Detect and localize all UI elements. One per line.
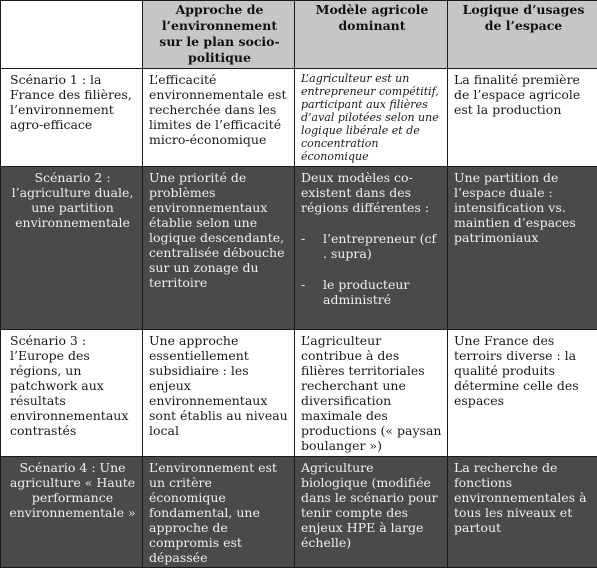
- table-row-scenario-4: [1, 457, 597, 568]
- logique-cell: Une France des terroirs diverse : la qualité produits détermine celle des espaces: [448, 330, 597, 457]
- scenario-label: Scénario 3 : l’Europe des régions, un patchwork aux résultats environnementaux contrastés: [1, 330, 143, 457]
- table-row-scenario-2: [1, 167, 597, 330]
- header-empty-cell: [1, 1, 143, 69]
- list-item-text: le producteur administré: [323, 277, 443, 307]
- header-row: [1, 1, 597, 69]
- list-item-text: l’entrepreneur (cf . supra): [323, 231, 443, 261]
- approche-cell: L’environnement est un critère économique fondamental, une approche de compromis est dépassée: [143, 457, 295, 568]
- logique-cell: La finalité première de l’espace agricole est la production: [448, 69, 597, 167]
- header-logique: Logique d’usages de l’espace: [448, 1, 597, 69]
- table-row-scenario-3: [1, 330, 597, 457]
- approche-cell: Une priorité de problèmes environnementaux établie selon une logique descendante, centralisée débouche sur un zonage du territoire: [143, 167, 295, 330]
- scenario-label: Scénario 2 : l’agriculture duale, une partition environnementale: [1, 167, 143, 330]
- modele-cell: [295, 167, 448, 330]
- list-dash: -: [301, 277, 323, 307]
- modele-cell: L’agriculteur contribue à des filières territoriales recherchant une diversification maximale des productions (« paysan boulanger »): [295, 330, 448, 457]
- table-row-scenario-1: [1, 69, 597, 167]
- logique-cell: La recherche de fonctions environnementales à tous les niveaux et partout: [448, 457, 597, 568]
- header-modele: Modèle agricole dominant: [295, 1, 448, 69]
- modele-cell: Agriculture biologique (modifiée dans le scénario pour tenir compte des enjeux HPE à large échelle): [295, 457, 448, 568]
- approche-cell: L’efficacité environnementale est recherchée dans les limites de l’efficacité micro-économique: [143, 69, 295, 167]
- header-approche: Approche de l’environnement sur le plan socio-politique: [143, 1, 295, 69]
- logique-cell: Une partition de l’espace duale : intensification vs. maintien d’espaces patrimoniaux: [448, 167, 597, 330]
- modele-list-item: [301, 277, 443, 307]
- scenario-label: Scénario 1 : la France des filières, l’environnement agro-efficace: [1, 69, 143, 167]
- modele-list-item: [301, 231, 443, 261]
- list-dash: -: [301, 231, 323, 261]
- approche-cell: Une approche essentiellement subsidiaire : les enjeux environnementaux sont établis au niveau local: [143, 330, 295, 457]
- modele-cell: L’agriculteur est un entrepreneur compétitif, participant aux filières d’aval pilotées selon une logique libérale et de concentration économique: [295, 69, 448, 167]
- scenario-label: Scénario 4 : Une agriculture « Haute performance environnementale »: [1, 457, 143, 568]
- modele-intro: Deux modèles co-existent dans des régions différentes :: [301, 170, 443, 215]
